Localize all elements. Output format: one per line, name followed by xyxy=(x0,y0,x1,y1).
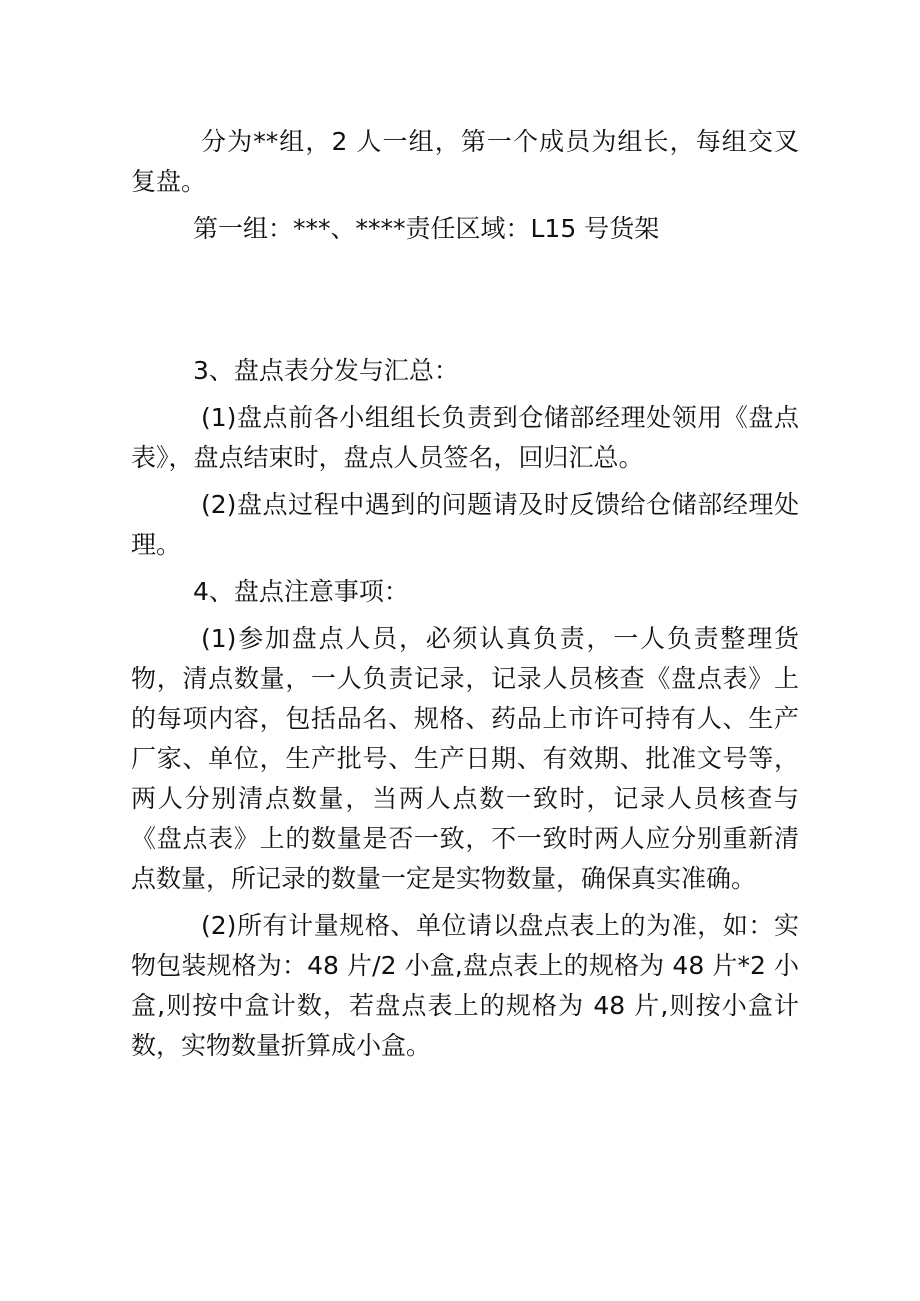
paragraph-3-2: (2)盘点过程中遇到的问题请及时反馈给仓储部经理处理。 xyxy=(131,490,799,559)
heading-section-3: 3、盘点表分发与汇总： xyxy=(193,356,459,385)
paragraph-grouping: 分为**组，2 人一组，第一个成员为组长，每组交叉复盘。 xyxy=(131,127,799,196)
paragraph-3-1: (1)盘点前各小组组长负责到仓储部经理处领用《盘点表》，盘点结束时，盘点人员签名，回归汇总。 xyxy=(131,403,799,472)
paragraph-group-one: 第一组：***、****责任区域：L15 号货架 xyxy=(193,214,660,243)
paragraph-4-1: (1)参加盘点人员，必须认真负责，一人负责整理货物，清点数量，一人负责记录，记录人员核查《盘点表》上的每项内容，包括品名、规格、药品上市许可持有人、生产厂家、单位，生产批号、生产日期、有效期、批准文号等，两人分别清点数量，当两人点数一致时，记录人员核查与《盘点表》上的数量是否一致，不一致时两人应分别重新清点数量，所记录的数量一定是实物数量，确保真实准确。 xyxy=(131,624,799,893)
blank-space xyxy=(131,249,799,344)
document-body xyxy=(131,115,799,1066)
heading-section-4: 4、盘点注意事项： xyxy=(193,577,409,606)
paragraph-4-2: (2)所有计量规格、单位请以盘点表上的为准，如：实物包装规格为：48 片/2 小盒,盘点表上的规格为 48 片*2 小盒,则按中盒计数，若盘点表上的规格为 48 片,则按小盒计数，实物数量折算成小盒。 xyxy=(131,911,799,1060)
